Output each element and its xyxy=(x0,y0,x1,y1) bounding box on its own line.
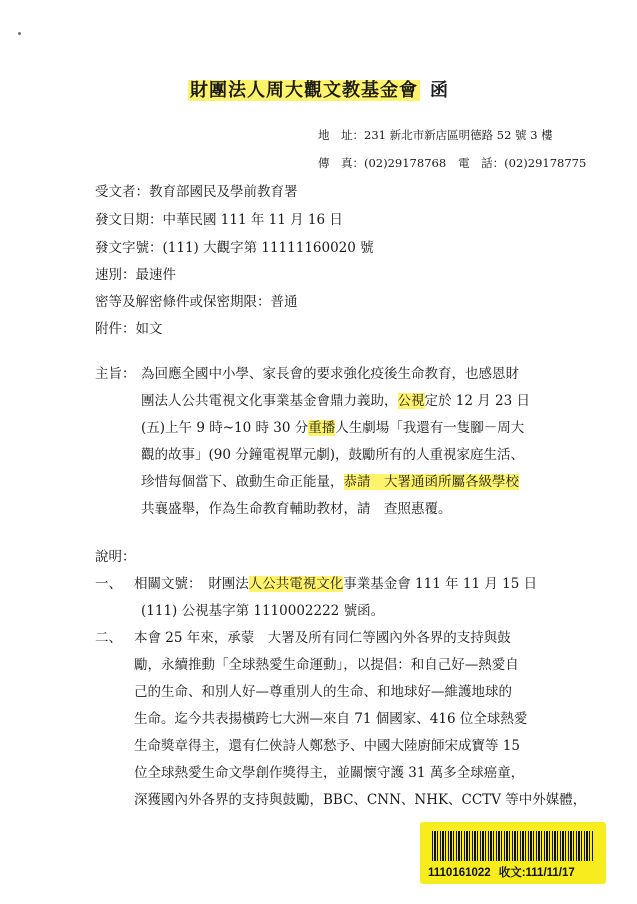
item-1-line-1: 相關文號： 財團法人公共電視文化事業基金會 111 年 11 月 15 日 xyxy=(134,576,538,592)
explanation-label: 說明： xyxy=(95,549,136,565)
scan-speck xyxy=(18,32,21,35)
attachment: 附件：如文 xyxy=(95,321,163,337)
barcode-icon xyxy=(432,831,594,861)
item-2-number: 二、 xyxy=(95,630,122,646)
item-2-line-7: 深獲國內外各界的支持與鼓勵，BBC、CNN、NHK、CCTV 等中外媒體， xyxy=(134,792,587,808)
receipt-stamp xyxy=(420,822,606,884)
fax-phone-line xyxy=(318,155,586,171)
highlight-pts: 公視 xyxy=(397,393,425,409)
item-2-line-1: 本會 25 年來，承蒙 大署及所有同仁等國內外各界的支持與鼓 xyxy=(134,630,511,646)
item-1-number: 一、 xyxy=(95,576,122,592)
fax-label: 傳 真： xyxy=(318,156,364,170)
phone-value: (02)29178775 xyxy=(504,156,587,170)
security-level: 密等及解密條件或保密期限：普通 xyxy=(95,294,298,310)
title-organization: 財團法人周大觀文教基金會 xyxy=(190,80,418,101)
highlight-pts-foundation: 人公共電視文化 xyxy=(248,576,344,592)
subject-line-1: 為回應全國中小學、家長會的要求強化疫後生命教育，也感恩財 xyxy=(141,366,519,382)
subject-line-5: 珍惜每個當下、啟動生命正能量，恭請 大署通函所屬各級學校 xyxy=(141,474,519,490)
highlight-request: 恭請 大署通函所屬各級學校 xyxy=(343,474,519,490)
item-2-line-3: 己的生命、和別人好—尊重別人的生命、和地球好—維護地球的 xyxy=(134,684,512,700)
speed-class: 速別：最速件 xyxy=(95,267,176,283)
title-suffix: 函 xyxy=(430,80,449,101)
subject-line-4: 觀的故事」(90 分鐘電視單元劇)，鼓勵所有的人重視家庭生活、 xyxy=(141,447,525,463)
item-2-line-2: 勵，永續推動「全球熱愛生命運動」，以提倡：和自己好—熱愛自 xyxy=(134,657,519,673)
receipt-stamp-text xyxy=(428,864,600,880)
recipient: 受文者：教育部國民及學前教育署 xyxy=(95,184,298,200)
subject-line-3: (五)上午 9 時~10 時 30 分重播人生劇場「我還有一隻腳－周大 xyxy=(141,420,525,436)
receipt-date: 收文:111/11/17 xyxy=(498,867,575,879)
subject-line-2: 團法人公共電視文化事業基金會鼎力義助，公視定於 12 月 23 日 xyxy=(141,393,531,409)
address-label: 地 址： xyxy=(318,128,364,142)
subject-line-6: 共襄盛舉，作為生命教育輔助教材，請 查照惠覆。 xyxy=(141,501,452,517)
address-value: 231 新北市新店區明德路 52 號 3 樓 xyxy=(364,128,553,142)
receipt-number: 1110161022 xyxy=(428,867,491,879)
phone-label: 電 話： xyxy=(458,156,505,170)
document-title xyxy=(0,76,637,102)
highlight-rebroadcast: 重播 xyxy=(308,420,336,436)
fax-value: (02)29178768 xyxy=(364,156,447,170)
address-line xyxy=(318,127,553,143)
subject-label: 主旨： xyxy=(95,366,136,382)
issue-date: 發文日期：中華民國 111 年 11 月 16 日 xyxy=(95,212,343,228)
item-2-line-6: 位全球熱愛生命文學創作獎得主，並關懷守護 31 萬多全球癌童， xyxy=(134,765,525,781)
item-2-line-4: 生命。迄今共表揚橫跨七大洲—來自 71 個國家、416 位全球熱愛 xyxy=(134,711,528,727)
item-1-line-2: (111) 公視基字第 1110002222 號函。 xyxy=(141,603,385,619)
document-number: 發文字號：(111) 大觀字第 11111160020 號 xyxy=(95,240,374,256)
item-2-line-5: 生命獎章得主，還有仁俠詩人鄭愁予、中國大陸廚師宋成寶等 15 xyxy=(134,738,520,754)
